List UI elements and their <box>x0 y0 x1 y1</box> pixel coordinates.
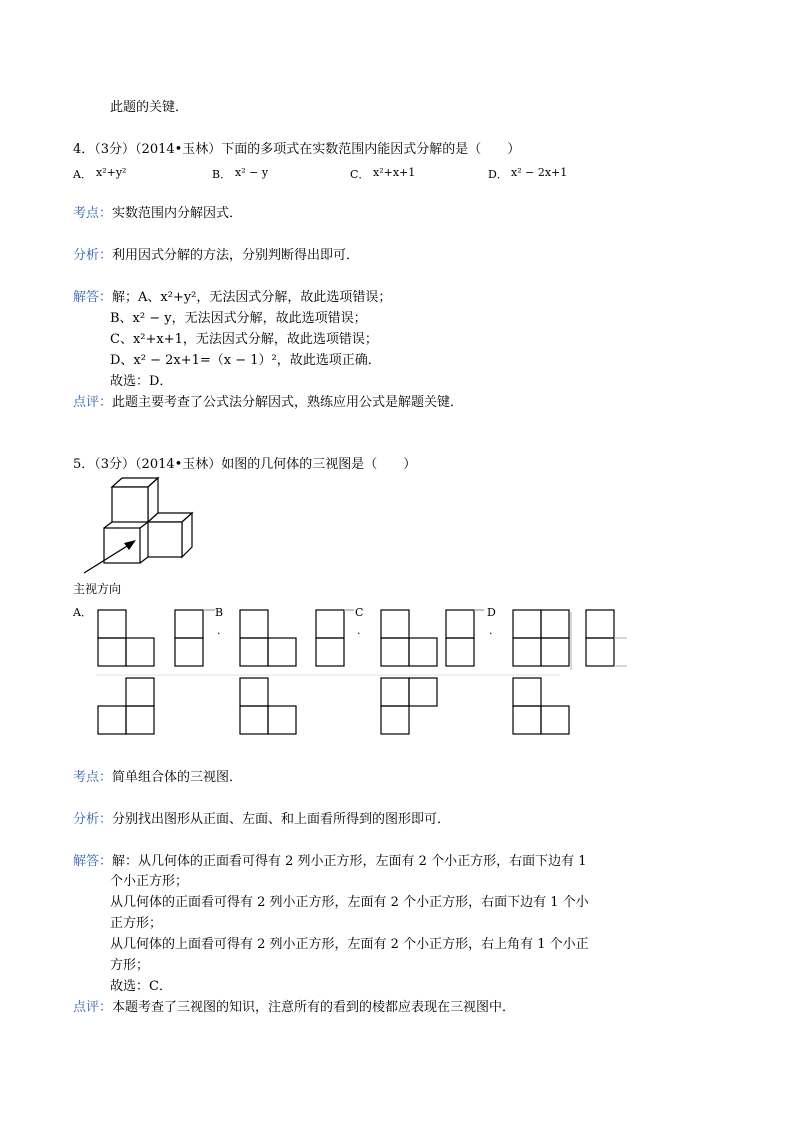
q4-stem: 4．（3分）（2014•玉林）下面的多项式在实数范围内能因式分解的是（ ） <box>73 142 521 157</box>
jieda-line-1: 解：从几何体的正面看可得有 2 列小正方形，左面有 2 个小正方形，右面下边有 1 <box>112 854 587 869</box>
dianping-text: 此题主要考查了公式法分解因式，熟练应用公式是解题关键． <box>112 395 464 410</box>
q4-option-d-expr: x² − 2x+1 <box>511 166 568 179</box>
q4-dianping <box>73 394 463 411</box>
q4-option-c-letter: C． <box>350 168 370 181</box>
b-side-view <box>381 610 437 666</box>
q5-options-drawings <box>0 600 794 740</box>
q4-option-b-expr: x² − y <box>235 166 269 179</box>
q4-jieda-first <box>73 289 391 306</box>
q4-kaodian <box>73 205 242 222</box>
cube-figure <box>70 475 210 575</box>
d-front-view <box>446 610 474 666</box>
q5-option-b-letter: B <box>215 606 224 619</box>
jieda-line-6: 方形； <box>110 958 150 973</box>
kaodian-label: 考点： <box>73 770 113 785</box>
jieda-label: 解答： <box>73 854 113 869</box>
q4-option-c-expr: x²+x+1 <box>373 166 416 179</box>
c-top-view <box>381 678 437 734</box>
fenxi-label: 分析： <box>73 248 113 263</box>
right-cube-front-face <box>148 522 182 557</box>
jieda-line-2: 个小正方形； <box>110 874 189 889</box>
q4-option-a-expr: x²+y² <box>96 166 127 179</box>
q5-option-d-dot: . <box>489 624 493 637</box>
a-top-view <box>98 678 154 734</box>
jieda-label: 解答： <box>73 290 113 305</box>
kaodian-label: 考点： <box>73 206 113 221</box>
c-front-view <box>316 610 344 666</box>
previous-answer-tail: 此题的关键． <box>110 100 189 115</box>
jieda-line-5: 故选：D． <box>110 374 173 389</box>
jieda-line-3: C、x²+x+1，无法因式分解，故此选项错误； <box>110 332 378 347</box>
b-top-view <box>240 678 296 734</box>
fenxi-text: 分别找出图形从正面、左面、和上面看所得到的图形即可． <box>112 812 451 827</box>
d-top-view <box>513 678 569 734</box>
a-side-view <box>240 610 296 666</box>
a-front-view <box>98 610 154 666</box>
jieda-line-7: 故选：C． <box>110 979 172 994</box>
kaodian-text: 简单组合体的三视图． <box>112 770 243 785</box>
jieda-line-3: 从几何体的正面看可得有 2 列小正方形，左面有 2 个小正方形，右面下边有 1 个小 <box>110 895 589 910</box>
q5-option-d-letter: D <box>487 606 496 619</box>
top-cube-front-face <box>112 487 148 522</box>
q5-option-c-letter: C <box>355 606 364 619</box>
q5-stem: 5．（3分）（2014•玉林）如图的几何体的三视图是（ ） <box>73 457 417 472</box>
dianping-text: 本题考查了三视图的知识，注意所有的看到的棱都应表现在三视图中． <box>112 1000 516 1015</box>
dianping-label: 点评： <box>73 1000 113 1015</box>
jieda-line-4: D、x² − 2x+1=（x − 1）²，故此选项正确． <box>110 353 381 368</box>
q5-jieda-first <box>73 853 587 870</box>
jieda-line-5: 从几何体的上面看可得有 2 列小正方形，左面有 2 个小正方形，右上角有 1 个小正 <box>110 937 589 952</box>
q5-option-a-letter: A． <box>73 606 92 619</box>
q5-kaodian <box>73 769 242 786</box>
jieda-line-4: 正方形； <box>110 916 163 931</box>
c-side-view <box>513 610 569 666</box>
jieda-line-1: 解；A、x²+y²，无法因式分解，故此选项错误； <box>112 290 392 305</box>
q5-option-c-dot: . <box>357 624 361 637</box>
dianping-label: 点评： <box>73 395 113 410</box>
b-front-view <box>175 610 203 666</box>
q5-option-b-dot: . <box>217 624 221 637</box>
figure-caption: 主视方向 <box>73 582 122 596</box>
q5-dianping <box>73 999 515 1016</box>
fenxi-label: 分析： <box>73 812 113 827</box>
q4-option-b-letter: B． <box>212 168 232 181</box>
fenxi-text: 利用因式分解的方法，分别判断得出即可． <box>112 248 360 263</box>
jieda-line-2: B、x² − y，无法因式分解，故此选项错误； <box>110 311 367 326</box>
kaodian-text: 实数范围内分解因式． <box>112 206 243 221</box>
q5-fenxi <box>73 811 450 828</box>
q4-option-a-letter: A． <box>73 168 92 181</box>
q4-option-d-letter: D． <box>488 168 508 181</box>
q4-fenxi <box>73 247 359 264</box>
d-side-view <box>586 610 614 666</box>
